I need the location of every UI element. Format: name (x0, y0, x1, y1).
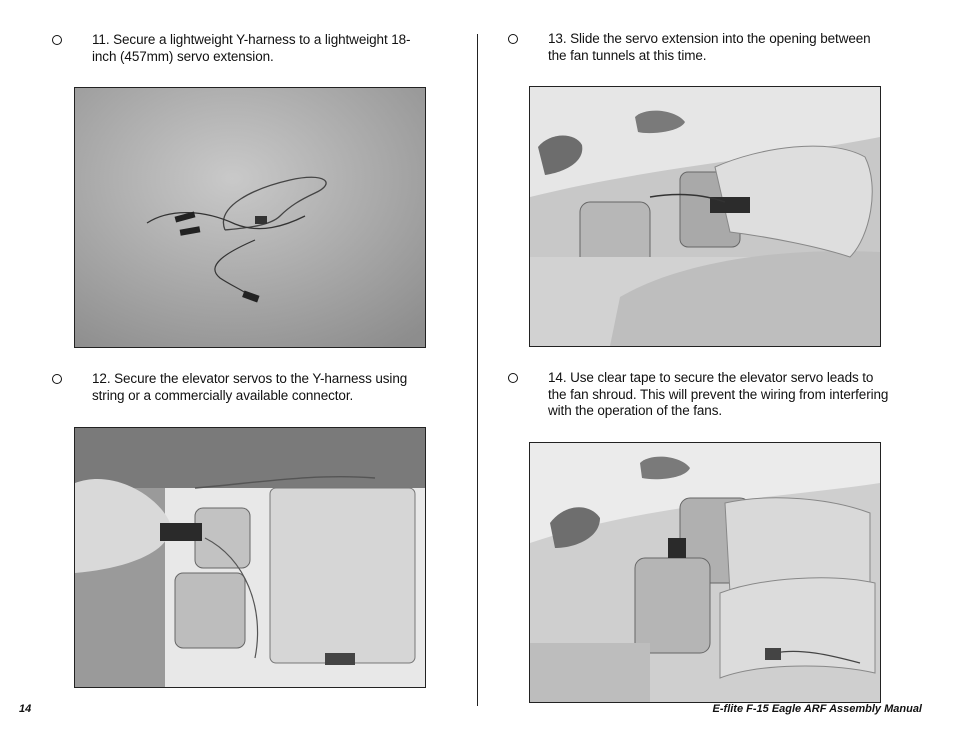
manual-title: E-flite F-15 Eagle ARF Assembly Manual (712, 703, 922, 715)
page-number: 14 (19, 703, 32, 715)
checkbox-circle-icon[interactable] (508, 373, 518, 383)
column-divider (477, 34, 478, 706)
photo-tape-servo-leads (529, 442, 881, 703)
step-11-text: 11. Secure a lightweight Y-harness to a lightweight 18-inch (457mm) servo extension. (92, 32, 411, 64)
photo-elevator-servos (74, 427, 426, 688)
photo-servo-extension-fan-tunnels (529, 86, 881, 347)
checkbox-circle-icon[interactable] (52, 35, 62, 45)
step-13-text: 13. Slide the servo extension into the opening between the fan tunnels at this time. (548, 31, 871, 63)
step-12-text: 12. Secure the elevator servos to the Y-harness using string or a commercially available connector. (92, 371, 408, 403)
photo-y-harness (74, 87, 426, 348)
checkbox-circle-icon[interactable] (508, 34, 518, 44)
step-14-text: 14. Use clear tape to secure the elevator servo leads to the fan shroud. This will prevent the wiring from interfering with the operation of the fans. (548, 370, 889, 418)
checkbox-circle-icon[interactable] (52, 374, 62, 384)
